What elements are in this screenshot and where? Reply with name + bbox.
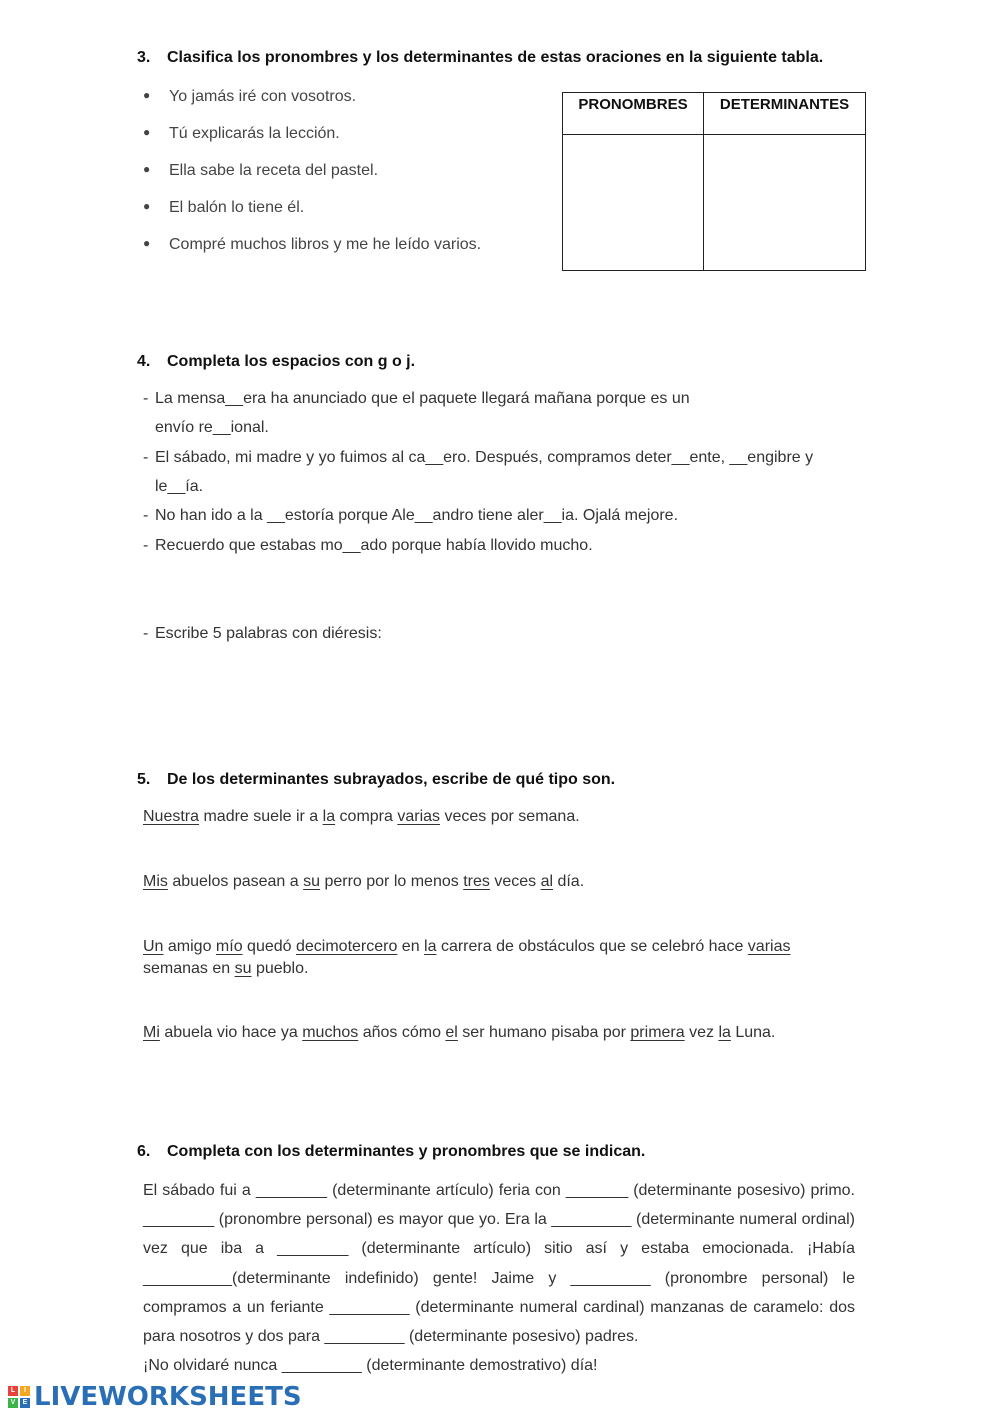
underlined-determiner: primera xyxy=(630,1024,685,1041)
q3-title-text: Clasifica los pronombres y los determinantes de estas oraciones en la siguiente tabla. xyxy=(167,49,824,66)
q6-last-line: ¡No olvidaré nunca _________ (determinante demostrativo) día! xyxy=(143,1357,598,1375)
q6-title xyxy=(137,1143,645,1161)
q3-title xyxy=(137,49,823,67)
dash-marker: - xyxy=(143,625,149,642)
dash-marker: - xyxy=(143,507,149,524)
q3-item: ● Ella sabe la receta del pastel. xyxy=(143,162,379,179)
q4-number: 4. xyxy=(137,353,151,370)
q3-item: ● Tú explicarás la lección. xyxy=(143,125,340,142)
q4-line-dieresis: - Escribe 5 palabras con diéresis: xyxy=(143,625,382,642)
underlined-determiner: muchos xyxy=(302,1024,359,1041)
logo-text: LIVEWORKSHEETS xyxy=(34,1382,302,1412)
table-cell-determinantes[interactable] xyxy=(704,135,866,271)
q6-paragraph xyxy=(143,1176,855,1380)
underlined-determiner: Un xyxy=(143,938,164,955)
q4-line: - La mensa__era ha anunciado que el paquete llegará mañana porque es un xyxy=(143,390,690,407)
dash-marker: - xyxy=(143,537,149,554)
q3-item: ● Yo jamás iré con vosotros. xyxy=(143,88,357,105)
q6-number: 6. xyxy=(137,1143,151,1160)
q5-sentence-3-continuation: semanas en su pueblo. xyxy=(143,960,309,977)
underlined-determiner: su xyxy=(234,960,252,977)
bullet-icon: ● xyxy=(143,88,151,102)
q4-line-continuation: envío re__ional. xyxy=(155,419,269,436)
underlined-determiner: la xyxy=(322,808,336,825)
q4-line: - Recuerdo que estabas mo__ado porque había llovido mucho. xyxy=(143,537,593,554)
classification-table xyxy=(562,92,866,271)
q6-title-text: Completa con los determinantes y pronombres que se indican. xyxy=(167,1143,646,1160)
underlined-determiner: mío xyxy=(215,938,243,955)
q5-number: 5. xyxy=(137,771,151,788)
underlined-determiner: varias xyxy=(747,938,791,955)
q4-line-continuation: le__ía. xyxy=(155,478,204,495)
underlined-determiner: al xyxy=(540,873,554,890)
underlined-determiner: la xyxy=(718,1024,731,1041)
table-cell-pronombres[interactable] xyxy=(563,135,704,271)
bullet-icon: ● xyxy=(143,199,151,213)
q4-title-text: Completa los espacios con g o j. xyxy=(167,353,416,370)
underlined-determiner: el xyxy=(445,1024,458,1041)
underlined-determiner: la xyxy=(424,938,437,955)
table-header-determinantes: DETERMINANTES xyxy=(704,93,866,135)
q3-number: 3. xyxy=(137,49,151,66)
logo-blocks-icon: L I V E xyxy=(8,1386,30,1408)
underlined-determiner: Mis xyxy=(143,873,168,890)
dash-marker: - xyxy=(143,390,149,407)
underlined-determiner: Mi xyxy=(143,1024,160,1041)
q4-title xyxy=(137,353,415,371)
q5-sentence-4: Mi abuela vio hace ya muchos años cómo el ser humano pisaba por primera vez la Luna. xyxy=(143,1024,776,1041)
q4-line: - No han ido a la __estoría porque Ale__andro tiene aler__ia. Ojalá mejore. xyxy=(143,507,679,524)
q4-line: - El sábado, mi madre y yo fuimos al ca__ero. Después, compramos deter__ente, __engibre y xyxy=(143,449,814,466)
q5-sentence-1: Nuestra madre suele ir a la compra varias veces por semana. xyxy=(143,808,580,825)
q5-title xyxy=(137,771,615,789)
underlined-determiner: tres xyxy=(463,873,490,890)
bullet-icon: ● xyxy=(143,125,151,139)
underlined-determiner: Nuestra xyxy=(143,808,200,825)
q5-sentence-3: Un amigo mío quedó decimotercero en la carrera de obstáculos que se celebró hace varias xyxy=(143,938,791,955)
q3-item: ● Compré muchos libros y me he leído varios. xyxy=(143,236,482,253)
underlined-determiner: decimotercero xyxy=(295,938,398,955)
liveworksheets-logo[interactable] xyxy=(8,1382,302,1412)
underlined-determiner: varias xyxy=(397,808,441,825)
q5-title-text: De los determinantes subrayados, escribe de qué tipo son. xyxy=(167,771,616,788)
q5-sentence-2: Mis abuelos pasean a su perro por lo menos tres veces al día. xyxy=(143,873,585,890)
underlined-determiner: su xyxy=(303,873,321,890)
dash-marker: - xyxy=(143,449,149,466)
bullet-icon: ● xyxy=(143,162,151,176)
bullet-icon: ● xyxy=(143,236,151,250)
q6-paragraph-text: El sábado fui a ________ (determinante artículo) feria con _______ (determinante posesivo) primo. ________ (pronombre personal) es mayor que yo. Era la _________ (determinante numeral ordinal) vez que iba a ________ (determinante artículo) sitio así y estaba emocionada. ¡Había __________(determinante indefinido) gente! Jaime y _________ (pronombre personal) le compramos a un feriante _________ (determinante numeral cardinal) manzanas de caramelo: dos para nosotros y dos para _________ (determinante posesivo) padres. xyxy=(143,1182,855,1346)
q3-item: ● El balón lo tiene él. xyxy=(143,199,305,216)
table-header-pronombres: PRONOMBRES xyxy=(563,93,704,135)
